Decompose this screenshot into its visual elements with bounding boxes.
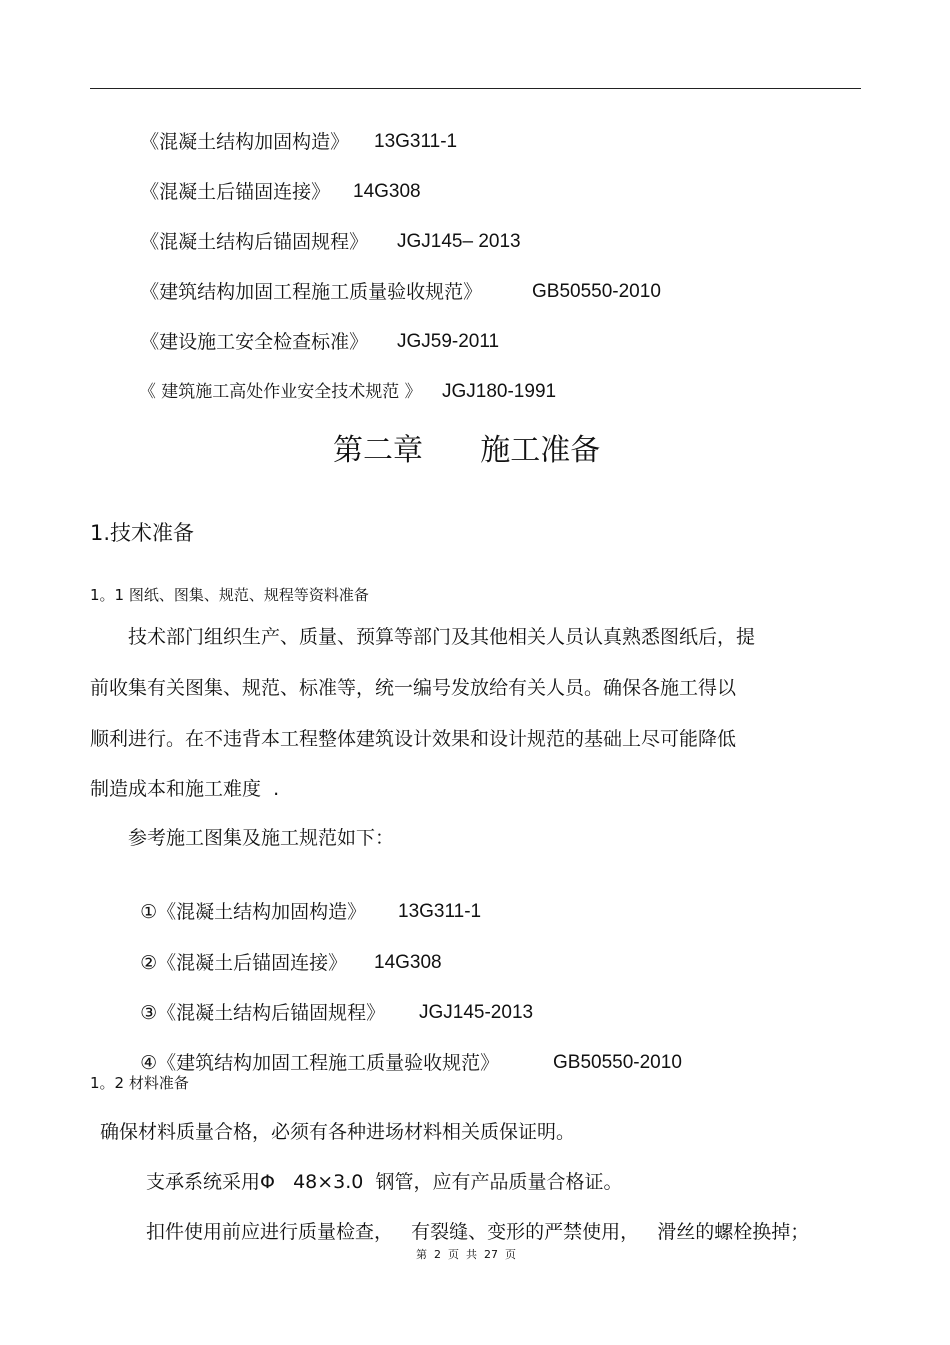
- ref-title: ②《混凝土后锚固连接》: [140, 952, 348, 974]
- ref-code: JGJ59-2011: [397, 331, 500, 352]
- ref-code: 14G308: [353, 181, 421, 202]
- section-title: 1.技术准备: [90, 521, 195, 545]
- ref-code: JGJ145-2013: [419, 1002, 534, 1023]
- ref-title: ③《混凝土结构后锚固规程》: [140, 1002, 386, 1024]
- subsection-title: 1。2 材料准备: [90, 1074, 189, 1092]
- ref-title: 《建设施工安全检查标准》: [140, 331, 369, 353]
- ref-title: 《混凝土结构加固构造》: [140, 131, 350, 153]
- ref-top-2: [128, 156, 421, 204]
- ref-title: 《建筑结构加固工程施工质量验收规范》: [140, 281, 483, 303]
- ref-title: 《混凝土后锚固连接》: [140, 181, 331, 203]
- ref-top-4: [128, 256, 661, 304]
- ref-top-5: [128, 306, 500, 354]
- paragraph-line: 前收集有关图集、规范、标准等，统一编号发放给有关人员。确保各施工得以: [90, 677, 737, 699]
- ref-code: 13G311-1: [398, 901, 482, 922]
- ref-title: 《混凝土结构后锚固规程》: [140, 231, 369, 253]
- fastener-line: 扣件使用前应进行质量检查， 有裂缝、变形的严禁使用， 滑丝的螺栓换掉；: [146, 1221, 810, 1243]
- support-system-line: 支承系统采用Φ 48×3.0 钢管，应有产品质量合格证。: [146, 1171, 623, 1193]
- ref-title: ④《建筑结构加固工程施工质量验收规范》: [140, 1052, 500, 1074]
- paragraph-line: 技术部门组织生产、质量、预算等部门及其他相关人员认真熟悉图纸后，提: [128, 626, 756, 648]
- ref-top-1: [128, 106, 458, 154]
- reference-intro: 参考施工图集及施工规范如下：: [128, 827, 395, 849]
- ref-list-2: [128, 927, 442, 975]
- paragraph-line: 顺利进行。在不违背本工程整体建筑设计效果和设计规范的基础上尽可能降低: [90, 728, 737, 750]
- chapter-title: 第二章 施工准备: [333, 433, 601, 468]
- ref-top-3: [128, 206, 521, 254]
- ref-code: JGJ145– 2013: [397, 231, 521, 252]
- ref-list-1: [128, 876, 482, 924]
- ref-code: GB50550-2010: [532, 281, 661, 302]
- ref-code: 14G308: [374, 952, 442, 973]
- ref-list-3: [128, 977, 534, 1025]
- subsection-title: 1。1 图纸、图集、规范、规程等资料准备: [90, 586, 369, 604]
- ref-list-4: [128, 1027, 682, 1075]
- paragraph-line: 制造成本和施工难度 .: [90, 778, 280, 800]
- ref-title: 《 建筑施工高处作业安全技术规范 》: [138, 382, 422, 402]
- ref-code: GB50550-2010: [553, 1052, 682, 1073]
- header-rule: [90, 88, 861, 89]
- ref-title: ①《混凝土结构加固构造》: [140, 901, 367, 923]
- ref-top-6: [128, 356, 557, 404]
- page-footer: 第 2 页 共 27 页: [416, 1248, 516, 1261]
- ref-code: 13G311-1: [374, 131, 458, 152]
- material-paragraph: 确保材料质量合格，必须有各种进场材料相关质保证明。: [100, 1121, 576, 1143]
- ref-code: JGJ180-1991: [442, 381, 557, 402]
